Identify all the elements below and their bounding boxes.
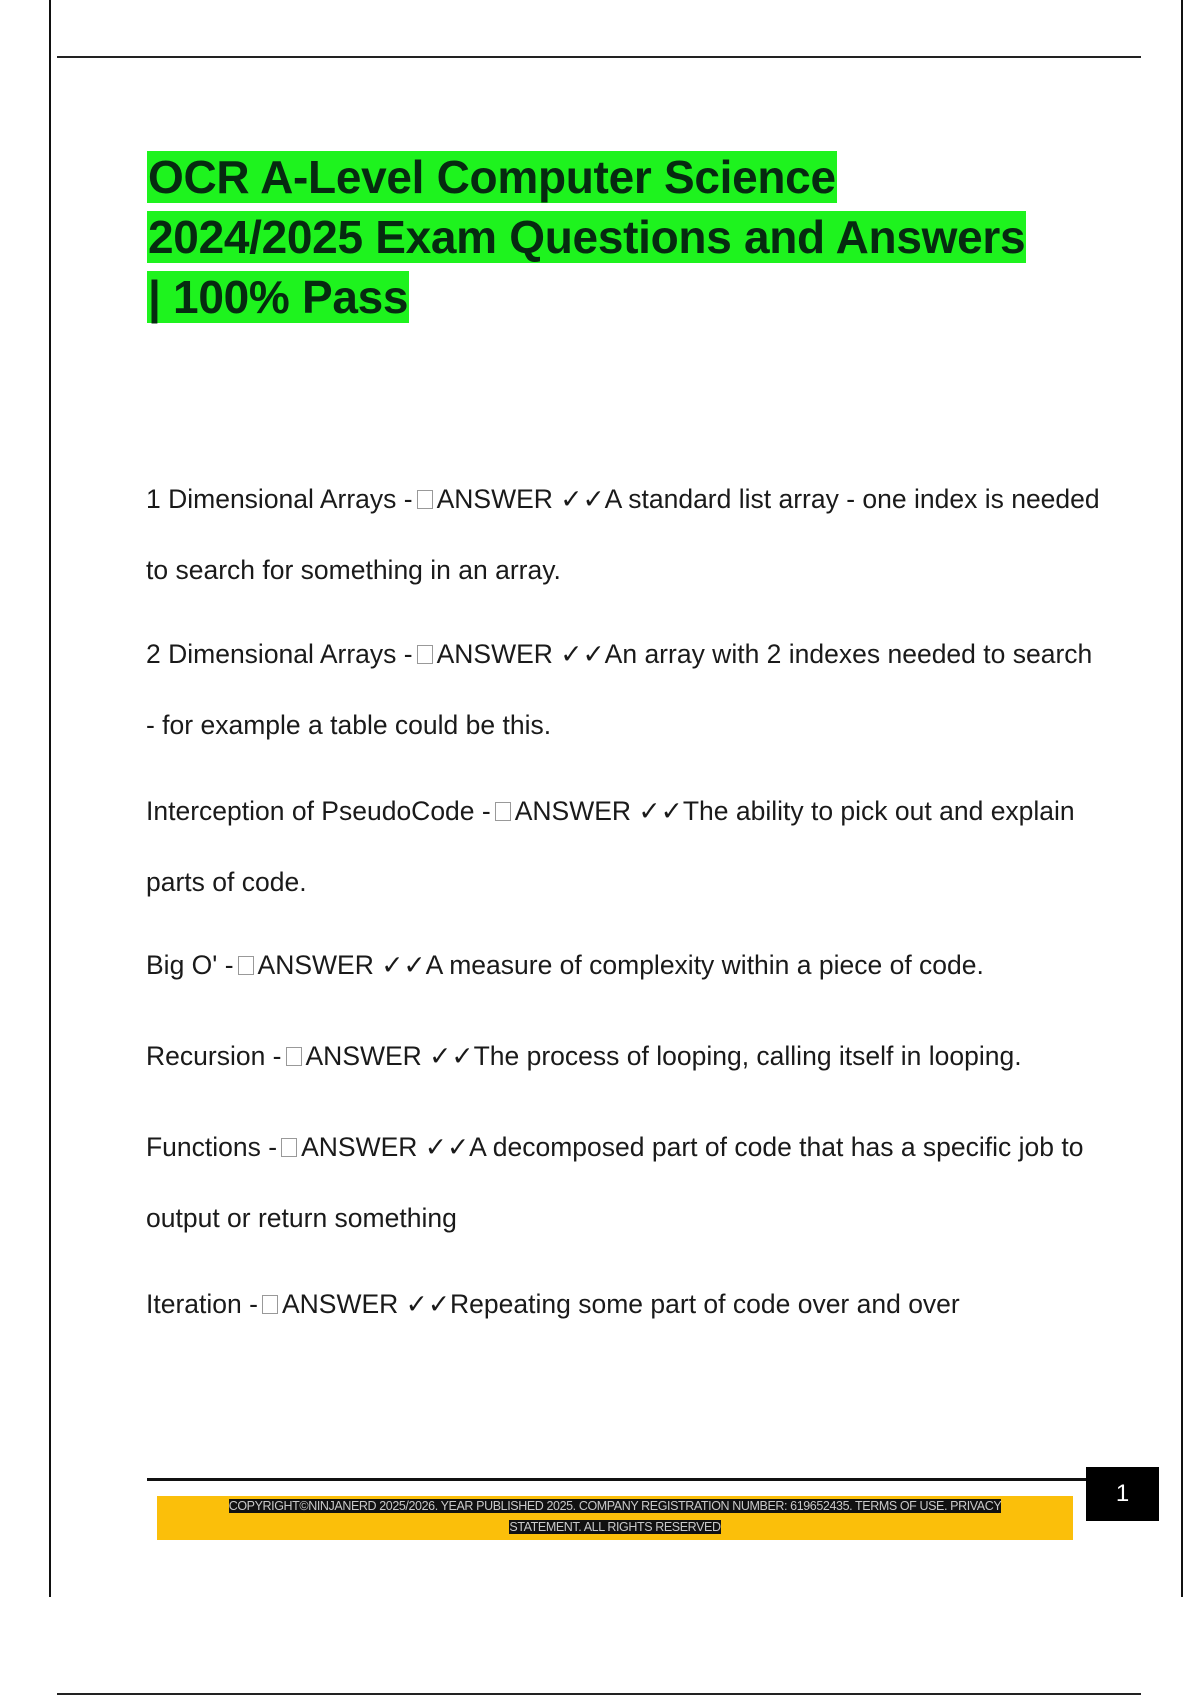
checkbox-glyph-icon xyxy=(262,1295,278,1314)
title-line-2: 2024/2025 Exam Questions and Answers xyxy=(148,211,1026,263)
title-line-1: OCR A-Level Computer Science xyxy=(148,151,836,203)
entry-term: Big O' - xyxy=(146,950,234,980)
right-page-border xyxy=(1181,0,1183,1597)
entry-term: 1 Dimensional Arrays - xyxy=(146,484,413,514)
checkbox-glyph-icon xyxy=(495,802,511,821)
document-title xyxy=(147,147,1026,327)
entry-term: Interception of PseudoCode - xyxy=(146,796,491,826)
answer-marker: ANSWER ✓✓ xyxy=(436,639,605,669)
entry-answer: A decomposed part of code that has a specific job to output or return something xyxy=(146,1132,1084,1233)
answer-marker: ANSWER ✓✓ xyxy=(301,1132,470,1162)
copyright-footer xyxy=(157,1496,1073,1540)
qa-entry xyxy=(146,776,1106,918)
entry-answer: A measure of complexity within a piece of code. xyxy=(425,950,984,980)
entry-term: Functions - xyxy=(146,1132,278,1162)
entry-answer: Repeating some part of code over and over xyxy=(450,1289,960,1319)
entry-answer: The process of looping, calling itself in looping. xyxy=(473,1041,1022,1071)
qa-entry xyxy=(146,1269,1106,1340)
checkbox-glyph-icon xyxy=(417,645,433,664)
entry-term: Iteration - xyxy=(146,1289,258,1319)
header-rule xyxy=(57,56,1141,58)
entry-answer: The ability to pick out and explain parts of code. xyxy=(146,796,1075,897)
copyright-line-2: STATEMENT. ALL RIGHTS RESERVED xyxy=(509,1520,721,1534)
answer-marker: ANSWER ✓✓ xyxy=(514,796,683,826)
entry-answer: An array with 2 indexes needed to search - for example a table could be this. xyxy=(146,639,1093,740)
answer-marker: ANSWER ✓✓ xyxy=(305,1041,474,1071)
checkbox-glyph-icon xyxy=(286,1047,302,1066)
checkbox-glyph-icon xyxy=(417,490,433,509)
left-page-border xyxy=(49,0,51,1597)
qa-entry xyxy=(146,1021,1106,1092)
footer-rule xyxy=(147,1478,1087,1481)
answer-marker: ANSWER ✓✓ xyxy=(281,1289,451,1319)
copyright-line-1: COPYRIGHT©NINJANERD 2025/2026. YEAR PUBLISHED 2025. COMPANY REGISTRATION NUMBER: 619652435. TERMS OF USE. PRIVACY xyxy=(228,1499,1002,1513)
title-line-3: | 100% Pass xyxy=(148,271,409,323)
qa-entry xyxy=(146,1112,1106,1254)
qa-entry xyxy=(146,619,1106,761)
answer-marker: ANSWER ✓✓ xyxy=(436,484,605,514)
entry-term: Recursion - xyxy=(146,1041,282,1071)
checkbox-glyph-icon xyxy=(281,1138,297,1157)
answer-marker: ANSWER ✓✓ xyxy=(257,950,426,980)
next-page-rule xyxy=(57,1693,1141,1695)
entry-answer: A standard list array - one index is needed to search for something in an array. xyxy=(146,484,1100,585)
qa-entry xyxy=(146,464,1106,606)
qa-entry xyxy=(146,930,1106,1001)
checkbox-glyph-icon xyxy=(238,956,254,975)
entry-term: 2 Dimensional Arrays - xyxy=(146,639,413,669)
page-number: 1 xyxy=(1086,1467,1159,1521)
